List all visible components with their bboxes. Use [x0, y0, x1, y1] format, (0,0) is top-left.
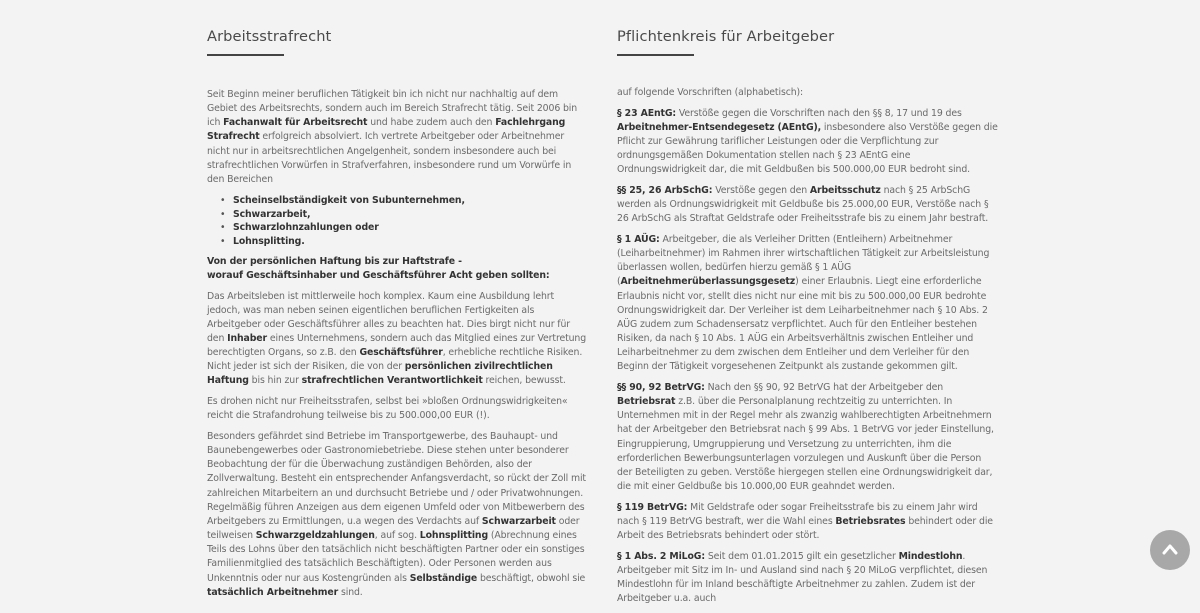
- scroll-to-top-button[interactable]: [1150, 530, 1190, 570]
- emphasis: Mindestlohn: [898, 550, 963, 562]
- emphasis: §§ 90, 92 BetrVG:: [617, 381, 705, 393]
- law-paragraph-arbschg: [617, 184, 999, 226]
- emphasis: Arbeitsschutz: [809, 184, 881, 196]
- text-run: , auf sog.: [374, 530, 420, 542]
- emphasis: §§ 25, 26 ArbSchG:: [617, 184, 713, 196]
- text-run: , erhebliche rechtliche Risiken. Nicht jeder ist sich der Risiken, die von der: [207, 347, 583, 373]
- emphasis: tatsächlich Arbeitnehmer: [207, 586, 339, 598]
- emphasis: Arbeitnehmerüberlassungsgesetz: [620, 276, 796, 288]
- subheading-line-1: Von der persönlichen Haftung bis zur Haftstrafe -: [207, 256, 462, 268]
- text-run: Verstöße gegen den: [712, 184, 810, 196]
- emphasis: § 1 AÜG:: [617, 233, 660, 245]
- emphasis: Schwarzgeldzahlungen: [255, 530, 375, 542]
- text-run: ) einer Erlaubnis. Liegt eine erforderliche Erlaubnis nicht vor, stellt dies nicht nur eine mit bis zu 500.000,00 EUR bedrohte Ordnungswidrigkeit dar. Der Verleiher ist dem Leiharbeitnehmer nach § 10 Abs. 2 AÜG zudem zum Schadensersatz verpflichtet. Auch für den Entleiher bestehen Risiken, da nach § 10 Abs. 1 AÜG ein Arbeitsverhältnis zwischen Entleiher und Leiharbeitnehmer zu dem zwischen dem Entleiher und dem Verleiher für den Beginn der Tätigkeit vorgesehenen Zeitpunkt als zustande gekommen gilt.: [617, 276, 988, 373]
- left-column: [207, 0, 589, 606]
- paragraph: [207, 430, 589, 600]
- intro-paragraph: [207, 88, 589, 187]
- emphasis: § 23 AEntG:: [617, 107, 676, 119]
- text-run: erfolgreich absolviert. Ich vertrete Arbeitgeber oder Arbeitnehmer nicht nur in arbeitsrechtlichen Angelgenheit, sondern insbesondere auch bei strafrechtlichen Vorwürfen in Strafverfahren, insbesondere rund um Vorwürfe in den Bereichen: [207, 131, 572, 185]
- paragraph: [207, 395, 589, 423]
- section-title-pflichtenkreis: Pflichtenkreis für Arbeitgeber: [617, 28, 835, 45]
- right-body: [617, 86, 999, 606]
- emphasis: strafrechtlichen Verantwortlichkeit: [301, 375, 483, 387]
- paragraph: [207, 290, 589, 389]
- text-run: (Abrechnung eines Teils des Lohns über den tatsächlich nicht beschäftigten Partner oder ein sonstiges Familienmitglied des tatsächlich Beschäftigten). Oder Personen werden aus Unkenntnis oder nur aus Kostengründen als: [207, 530, 585, 584]
- emphasis: § 119 BetrVG:: [617, 501, 688, 513]
- text-run: beschäftigt, obwohl sie: [477, 572, 586, 584]
- text-run: . Arbeitgeber mit Sitz im In- und Ausland sind nach § 20 MiLoG verpflichtet, diesen Mindestlohn für im Inland beschäftigte Arbeitnehmer zu zahlen. Zudem ist der Arbeitgeber u.a. auch: [617, 550, 988, 605]
- intro-paragraph: auf folgende Vorschriften (alphabetisch):: [617, 87, 804, 98]
- left-body: [207, 88, 589, 600]
- emphasis: Lohnsplitting: [419, 530, 489, 542]
- emphasis: Selbständige: [409, 572, 478, 584]
- emphasis: § 1 Abs. 2 MiLoG:: [617, 550, 705, 562]
- law-paragraph-betrvg-119: [617, 501, 999, 543]
- text-run: behindert oder die Arbeit des Betriebsrats behindert oder stört.: [617, 515, 993, 542]
- emphasis: Fachanwalt für Arbeitsrecht: [223, 117, 368, 129]
- text-run: Besonders gefährdet sind Betriebe im Transportgewerbe, des Bauhaupt- und Baunebengewerbes oder Gastronomiebetriebe. Diese stehen unter besonderer Beobachtung der für die Überwachung zuständigen Behörden, also der Zollverwaltung. Besteht ein entsprechender Anfangsverdacht, so rückt der Zoll mit zahlreichen Mitarbeitern an und durchsucht Betriebe und / oder Privatwohnungen. Regelmäßig führen Anzeigen aus dem eigenen Umfeld oder von Mitbewerbern des Arbeitgebers zu Ermittlungen, u.a wegen des Verdachts auf: [207, 430, 586, 527]
- emphasis: Fachlehrgang Strafrecht: [207, 117, 566, 143]
- list-item: • Schwarzlohnzahlungen oder: [233, 221, 589, 235]
- text-run: Nach den §§ 90, 92 BetrVG hat der Arbeitgeber den: [704, 381, 944, 393]
- text-run: Es drohen nicht nur Freiheitsstrafen, selbst bei »bloßen Ordnungswidrigkeiten« reicht die Strafandrohung teilweise bis zu 500.000,00 EUR (!).: [207, 396, 568, 422]
- emphasis: Geschäftsführer: [359, 347, 443, 359]
- subheading-line-2: worauf Geschäftsinhaber und Geschäftsführer Acht geben sollten:: [207, 270, 550, 282]
- emphasis: Betriebsrates: [835, 515, 906, 527]
- subheading: [207, 255, 589, 283]
- title-underline: [207, 54, 284, 56]
- text-run: eines Unternehmens, sondern auch das Mitglied eines zur Vertretung berechtigten Organs, so z.B. den: [207, 333, 587, 359]
- list-item: • Scheinselbständigkeit von Subunternehmen,: [233, 194, 589, 208]
- text-run: reichen, bewusst.: [482, 375, 566, 387]
- list-item: • Schwarzarbeit,: [233, 208, 589, 222]
- law-paragraph-aentg: [617, 107, 999, 178]
- text-run: sind.: [338, 586, 363, 598]
- right-column: [617, 0, 999, 613]
- list-item: • Lohnsplitting.: [233, 235, 589, 249]
- text-run: Seit dem 01.01.2015 gilt ein gesetzlicher: [704, 550, 899, 562]
- offense-list: [207, 194, 589, 250]
- emphasis: Schwarzarbeit: [481, 515, 556, 527]
- text-run: bis hin zur: [248, 375, 302, 387]
- text-run: z.B. über die Personalplanung rechtzeitig zu unterrichten. In Unternehmen mit in der Regel mehr als zwanzig wahlberechtigten Arbeitnehmern hat der Arbeitgeber den Betriebsrat nach § 99 Abs. 1 BetrVG vor jeder Einstellung, Eingruppierung, Umgruppierung und Versetzung zu unterrichten, ihm die erforderlichen Bewerbungsunterlagen vorzulegen und Auskunft über die Person der Beteiligten zu geben. Verstöße hiergegen stellen eine Ordnungswidrigkeit dar, die mit einer Geldbuße bis 10.000,00 EUR geahndet werden.: [617, 396, 994, 493]
- text-run: Seit Beginn meiner beruflichen Tätigkeit bin ich nicht nur nachhaltig auf dem Gebiet des Arbeitsrechts, sondern auch im Bereich Strafrecht tätig. Seit 2006 bin ich: [207, 89, 578, 129]
- law-paragraph-betrvg-90-92: [617, 381, 999, 494]
- text-run: insbesondere also Verstöße gegen die Pflicht zur Gewährung tariflicher Leistungen oder die Verpflichtung zur ordnungsgemäßen Dokumentation stellen nach § 23 AEntG eine Ordnungswidrigkeit dar, die mit Geldbußen bis 500.000,00 EUR bedroht sind.: [617, 121, 998, 176]
- emphasis: Arbeitnehmer-Entsendegesetz (AEntG),: [617, 121, 822, 133]
- text-run: Das Arbeitsleben ist mittlerweile hoch komplex. Kaum eine Ausbildung lehrt jedoch, was man neben seinen eigentlichen beruflichen Fertigkeiten als Arbeitgeber oder Geschäftsführer alles zu beachten hat. Dies birgt nicht nur für den: [207, 290, 570, 344]
- emphasis: Betriebsrat: [617, 396, 676, 408]
- text-run: Arbeitgeber, die als Verleiher Dritten (Entleihern) Arbeitnehmer (Leiharbeitnehmer) im Rahmen ihrer wirtschaftlichen Tätigkeit zur Arbeitsleistung überlassen wollen, bedürfen hierzu gemäß § 1 AÜG (: [617, 233, 990, 288]
- law-paragraph-aug: [617, 233, 999, 375]
- chevron-up-icon: [1162, 543, 1178, 555]
- text-run: nach § 25 ArbSchG werden als Ordnungswidrigkeit mit Geldbuße bis 25.000,00 EUR, Verstöße nach § 26 ArbSchG als Straftat Geldstrafe oder Freiheitsstrafe bis zu einem Jahr bestraft.: [617, 184, 989, 225]
- text-run: Mit Geldstrafe oder sogar Freiheitsstrafe bis zu einem Jahr wird nach § 119 BetrVG bestraft, wer die Wahl eines: [617, 501, 978, 527]
- text-run: und habe zudem auch den: [367, 117, 496, 129]
- title-underline: [617, 54, 694, 56]
- section-title-arbeitsstrafrecht: Arbeitsstrafrecht: [207, 28, 332, 45]
- emphasis: persönlichen zivilrechtlichen Haftung: [207, 361, 553, 387]
- law-paragraph-milog: [617, 550, 999, 607]
- text-run: oder teilweisen: [207, 515, 580, 542]
- text-run: Verstöße gegen die Vorschriften nach den §§ 8, 17 und 19 des: [676, 107, 962, 119]
- emphasis: Inhaber: [227, 333, 267, 344]
